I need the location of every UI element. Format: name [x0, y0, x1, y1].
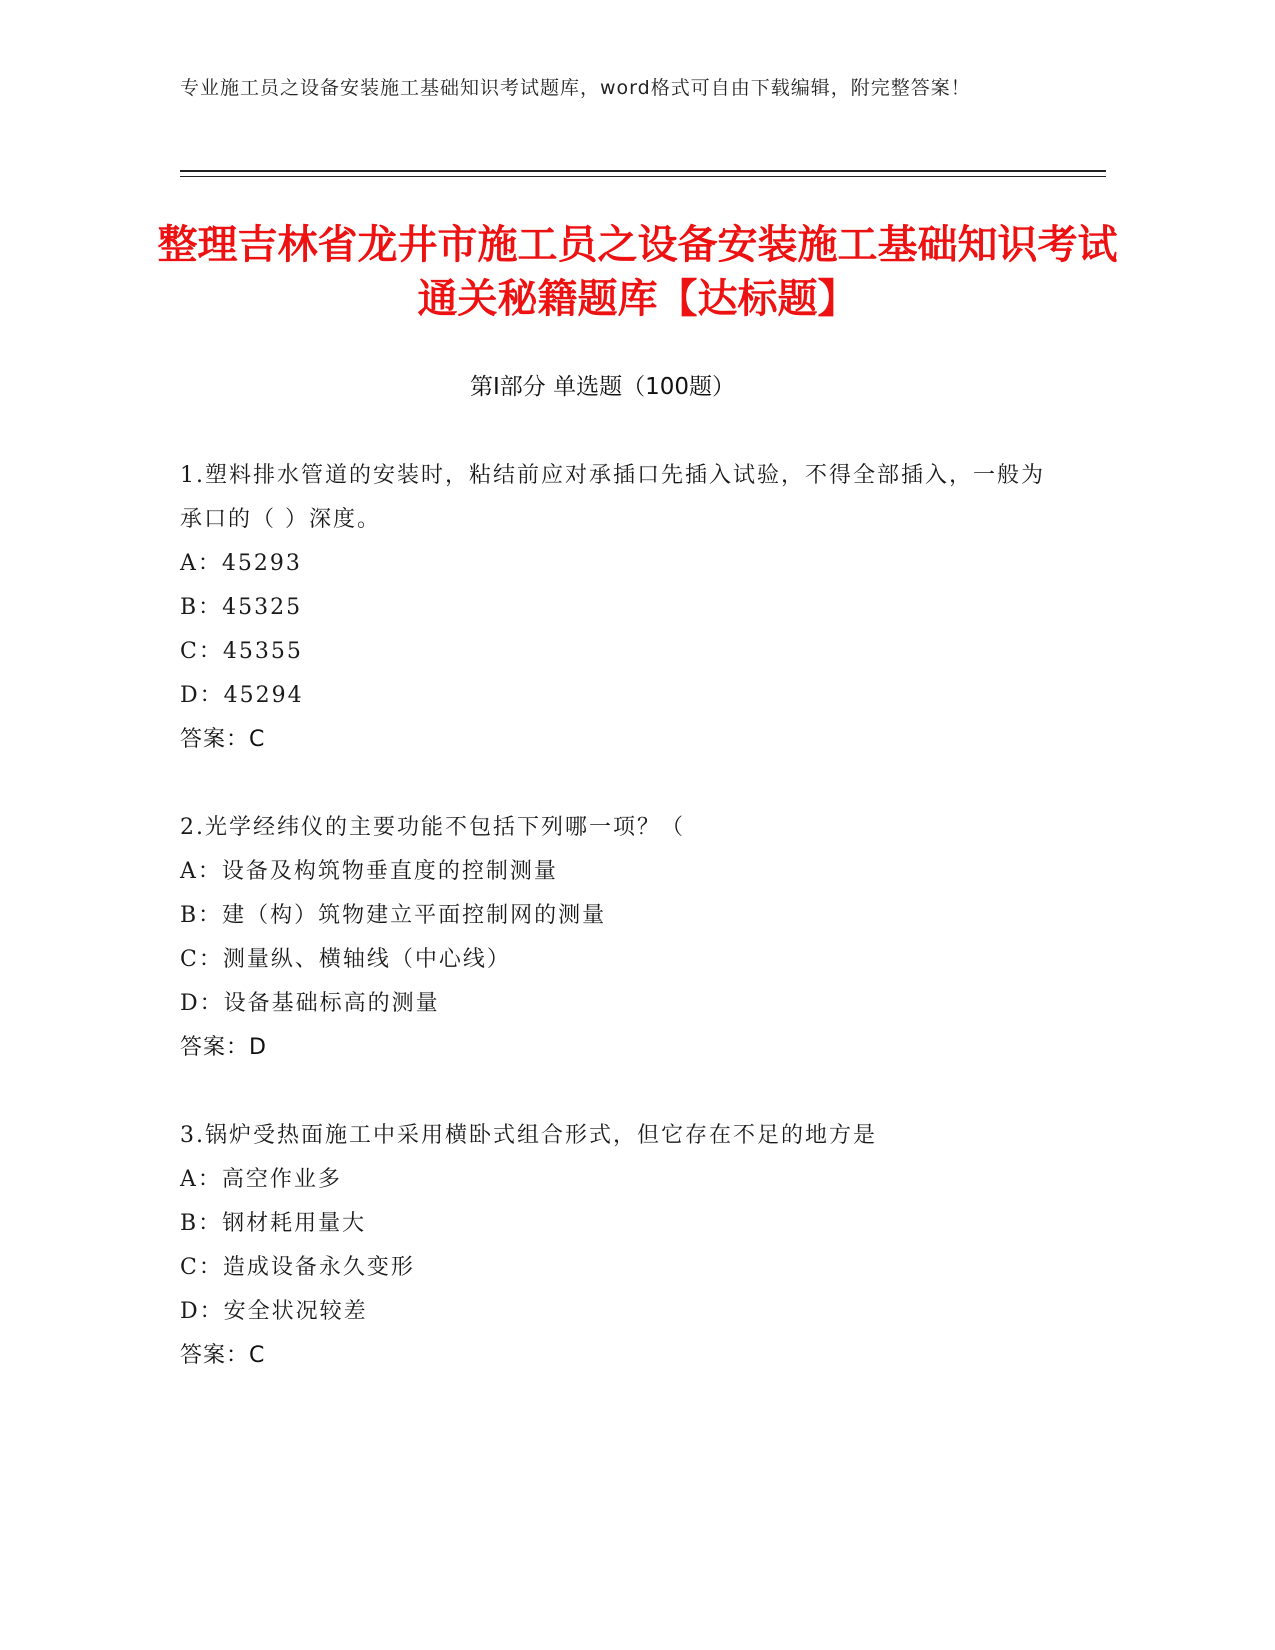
answer: 答案：C [180, 727, 266, 752]
question-stem: 3.锅炉受热面施工中采用横卧式组合形式，但它存在不足的地方是 [180, 1123, 877, 1148]
option-d: D：45294 [180, 683, 304, 708]
option-d: D：设备基础标高的测量 [180, 991, 440, 1016]
section-title: 第Ⅰ部分 单选题（100题） [470, 374, 735, 400]
option-d: D：安全状况较差 [180, 1299, 368, 1324]
option-c: C：测量纵、横轴线（中心线） [180, 947, 511, 972]
option-b: B：建（构）筑物建立平面控制网的测量 [180, 903, 607, 928]
option-b: B：钢材耗用量大 [180, 1211, 367, 1236]
question-3 [180, 1114, 1060, 1378]
header-note: 专业施工员之设备安装施工基础知识考试题库，word格式可自由下载编辑，附完整答案！ [180, 77, 971, 99]
question-list [180, 454, 1060, 1422]
option-a: A：设备及构筑物垂直度的控制测量 [180, 859, 558, 884]
question-1 [180, 454, 1060, 762]
answer: 答案：C [180, 1343, 266, 1368]
option-a: A：45293 [180, 551, 302, 576]
document-title: 整理吉林省龙井市施工员之设备安装施工基础知识考试通关秘籍题库【达标题】 [157, 222, 1118, 322]
answer: 答案：D [180, 1035, 267, 1060]
header-divider-thick [180, 170, 1106, 172]
option-c: C：造成设备永久变形 [180, 1255, 415, 1280]
question-stem: 1.塑料排水管道的安装时，粘结前应对承插口先插入试验，不得全部插入，一般为承口的（ ）深度。 [180, 463, 1045, 532]
question-stem: 2.光学经纬仪的主要功能不包括下列哪一项？（ [180, 815, 685, 840]
question-2 [180, 806, 1060, 1070]
option-b: B：45325 [180, 595, 303, 620]
header-divider-thin [180, 176, 1106, 177]
option-c: C：45355 [180, 639, 303, 664]
option-a: A：高空作业多 [180, 1167, 342, 1192]
